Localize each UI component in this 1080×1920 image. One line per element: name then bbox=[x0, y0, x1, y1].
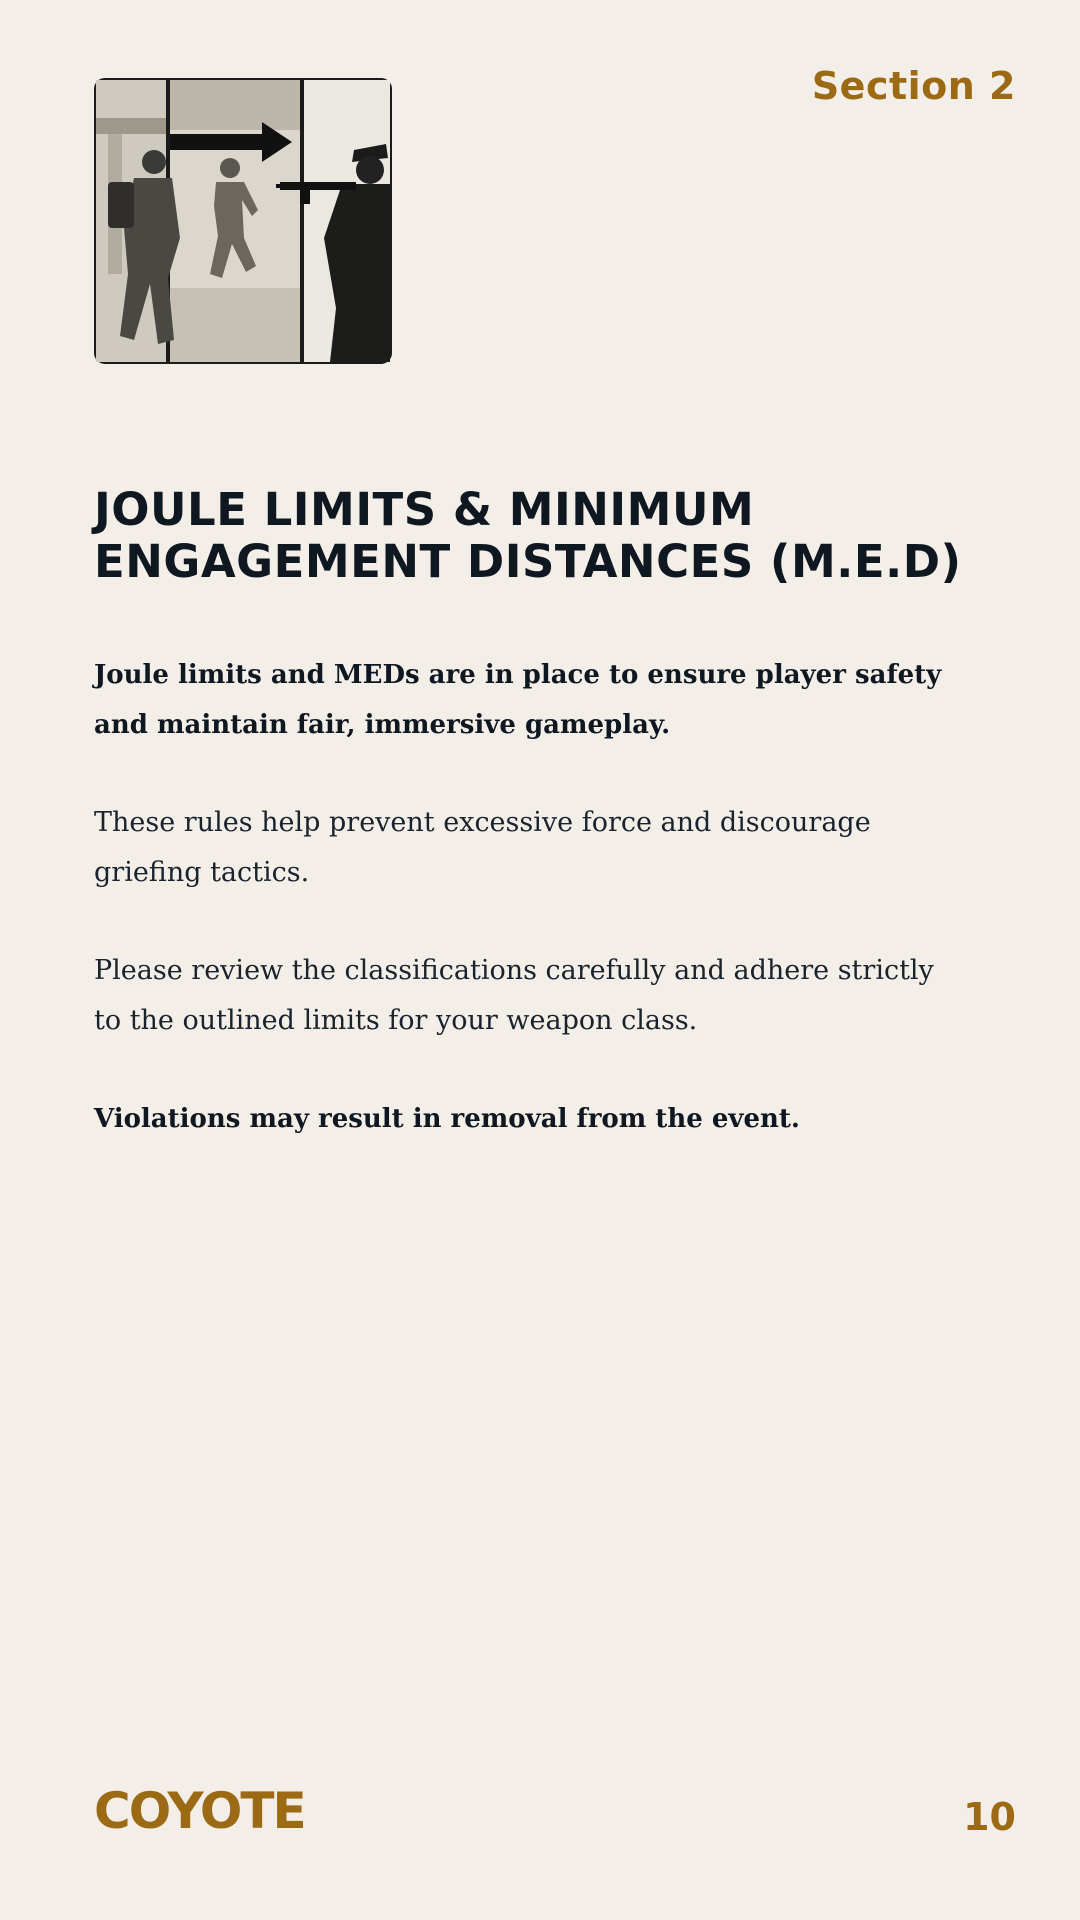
move-to-engagement-icon bbox=[94, 78, 392, 364]
violations-paragraph: Violations may result in removal from the event. bbox=[94, 1104, 800, 1134]
intro-paragraph: Joule limits and MEDs are in place to ensure player safety and maintain fair, immersive gameplay. bbox=[94, 660, 942, 740]
title-line-1: JOULE LIMITS & MINIMUM bbox=[94, 483, 755, 536]
review-paragraph: Please review the classifications carefully and adhere strictly to the outlined limits for your weapon class. bbox=[94, 955, 934, 1036]
page-number: 10 bbox=[963, 1795, 1016, 1839]
hero-illustration bbox=[94, 78, 392, 364]
section-label: Section 2 bbox=[811, 64, 1016, 108]
rules-paragraph: These rules help prevent excessive force and discourage griefing tactics. bbox=[94, 807, 871, 888]
title-line-2: ENGAGEMENT DISTANCES (M.E.D) bbox=[94, 535, 962, 588]
brand-logo: COYOTE bbox=[94, 1782, 305, 1840]
page-title bbox=[94, 484, 994, 588]
body-text bbox=[94, 650, 954, 1192]
